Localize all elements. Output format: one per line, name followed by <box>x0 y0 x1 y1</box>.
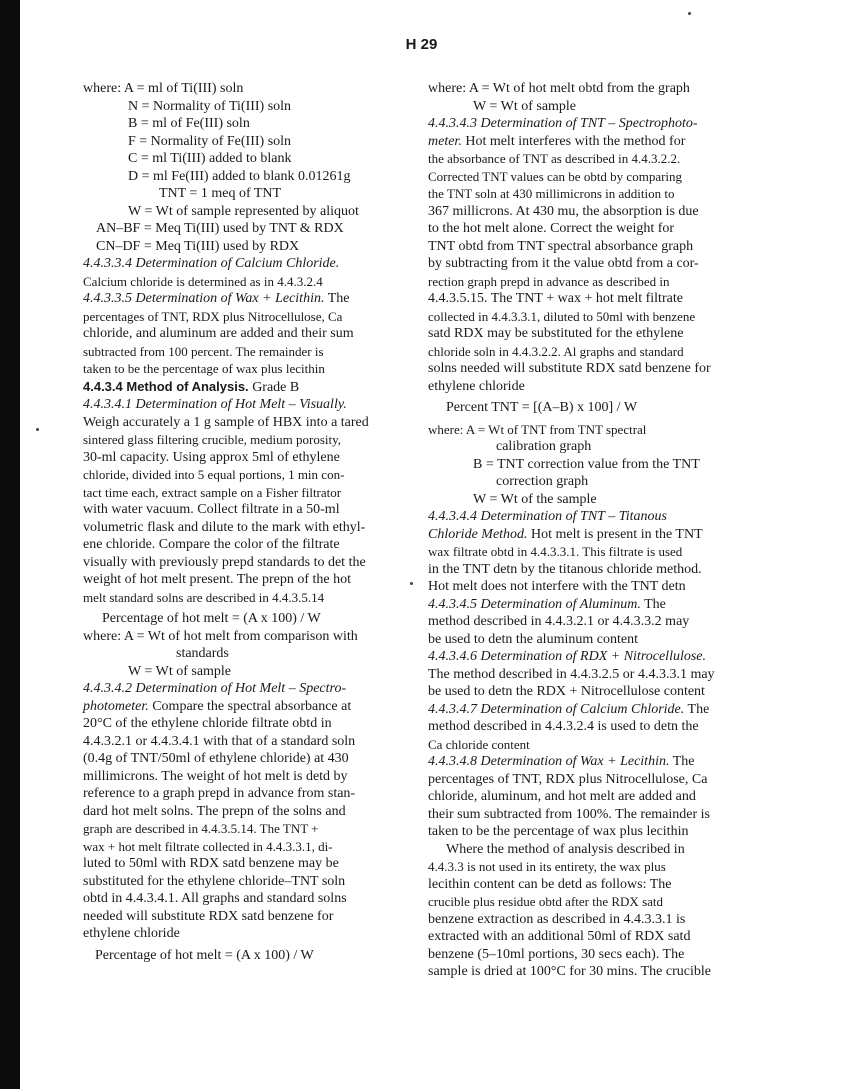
text-line: calibration graph <box>496 439 592 454</box>
text-line: photometer. Compare the spectral absorbance at <box>83 698 352 714</box>
text-line: chloride soln in 4.4.3.2.2. Al graphs and standard <box>428 343 684 359</box>
text-line: taken to be the percentage of wax plus lecithin <box>428 824 689 839</box>
text-line: melt standard solns are described in 4.4.3.5.14 <box>83 589 325 605</box>
text-line: their sum subtracted from 100%. The remainder is <box>428 806 710 822</box>
text-line: 20°C of the ethylene chloride filtrate obtd in <box>83 716 332 731</box>
text-line: AN–BF = Meq Ti(III) used by TNT & RDX <box>96 221 344 236</box>
text-line: in the TNT detn by the titanous chloride method. <box>428 561 702 577</box>
text-line: 4.4.3.5.15. The TNT + wax + hot melt filtrate <box>428 291 683 306</box>
section-heading: 4.4.3.4.5 Determination of Aluminum. <box>428 596 641 612</box>
text-line: Chloride Method. Hot melt is present in the TNT <box>428 526 703 542</box>
text-line: be used to detn the aluminum content <box>428 631 638 647</box>
right-column <box>428 80 748 981</box>
text-line: needed will substitute RDX satd benzene for <box>83 908 334 924</box>
text-line: wax + hot melt filtrate collected in 4.4.3.3.1, di- <box>83 838 333 854</box>
text-line: where: A = Wt of hot melt obtd from the graph <box>428 81 690 96</box>
text-line: the TNT soln at 430 millimicrons in addition to <box>428 186 675 201</box>
text-line: Ca chloride content <box>428 736 530 752</box>
text-line: Calcium chloride is determined as in 4.4.3.2.4 <box>83 273 323 289</box>
text-line: graph are described in 4.4.3.5.14. The TNT + <box>83 821 319 836</box>
section-heading: 4.4.3.4.4 Determination of TNT – Titanous <box>428 509 667 524</box>
text-line: W = Wt of sample <box>128 663 232 679</box>
section-heading: 4.4.3.3.5 Determination of Wax + Lecithin. <box>83 291 325 306</box>
text-line: with water vacuum. Collect filtrate in a 50-ml <box>83 502 340 517</box>
text-line: solns needed will substitute RDX satd benzene for <box>428 361 711 376</box>
text-line: C = ml Ti(III) added to blank <box>128 151 292 166</box>
text-line: TNT = 1 meq of TNT <box>159 186 282 201</box>
text-line: ene chloride. Compare the color of the filtrate <box>83 537 340 552</box>
text-line: weight of hot melt present. The prepn of the hot <box>83 572 352 587</box>
text-line: (0.4g of TNT/50ml of ethylene chloride) at 430 <box>83 751 349 766</box>
text-line: to the hot melt alone. Correct the weight for <box>428 221 675 236</box>
left-column <box>83 80 403 964</box>
text-line: ethylene chloride <box>428 378 525 394</box>
page-header: H 29 <box>405 36 438 53</box>
text-line: lecithin content can be detd as follows: The <box>428 876 672 892</box>
text-line: Hot melt does not interfere with the TNT detn <box>428 579 686 594</box>
text-line: Corrected TNT values can be obtd by comparing <box>428 168 683 184</box>
text-line: method described in 4.4.3.2.1 or 4.4.3.3.2 may <box>428 614 690 629</box>
scan-speck <box>688 12 691 15</box>
text-line: TNT obtd from TNT spectral absorbance graph <box>428 238 694 254</box>
scan-speck <box>410 582 413 585</box>
text-line: correction graph <box>496 474 589 489</box>
text-line: luted to 50ml with RDX satd benzene may be <box>83 856 339 871</box>
text-line: visually with previously prepd standards to det the <box>83 554 366 570</box>
text-line: where: A = ml of Ti(III) soln <box>83 81 244 96</box>
text-line: benzene extraction as described in 4.4.3.3.1 is <box>428 911 686 927</box>
text-line: 4.4.3.4.7 Determination of Calcium Chloride. The <box>428 701 710 717</box>
text-line: 4.4.3.4.8 Determination of Wax + Lecithin. The <box>428 754 695 769</box>
text-line: W = Wt of the sample <box>473 491 597 507</box>
text-line: 4.4.3.4 Method of Analysis. Grade B <box>83 378 300 395</box>
text-line: satd RDX may be substituted for the ethylene <box>428 326 684 341</box>
text-line: D = ml Fe(III) added to blank 0.01261g <box>128 168 351 184</box>
text-line: 367 millicrons. At 430 mu, the absorption is due <box>428 203 699 219</box>
text-line: CN–DF = Meq Ti(III) used by RDX <box>96 238 300 254</box>
section-heading: 4.4.3.4.8 Determination of Wax + Lecithin. <box>428 754 670 769</box>
formula-line: Percentage of hot melt = (A x 100) / W <box>95 947 314 963</box>
text-line: W = Wt of sample represented by aliquot <box>128 203 359 219</box>
text-line: by subtracting from it the value obtd from a cor- <box>428 256 699 271</box>
text-line: crucible plus residue obtd after the RDX satd <box>428 894 664 909</box>
text-line: substituted for the ethylene chloride–TNT soln <box>83 873 346 889</box>
text-line: dard hot melt solns. The prepn of the solns and <box>83 803 346 819</box>
formula-line: Percentage of hot melt = (A x 100) / W <box>102 611 321 626</box>
text-line: where: A = Wt of hot melt from comparison with <box>83 628 358 644</box>
text-line: sintered glass filtering crucible, medium porosity, <box>83 432 342 447</box>
text-line: where: A = Wt of TNT from TNT spectral <box>428 421 647 437</box>
text-line: meter. Hot melt interferes with the method for <box>428 133 686 149</box>
text-line: wax filtrate obtd in 4.4.3.3.1. This filtrate is used <box>428 544 683 559</box>
text-line: F = Normality of Fe(III) soln <box>128 133 292 149</box>
text-line: chloride, divided into 5 equal portions, 1 min con- <box>83 467 345 482</box>
text-line: collected in 4.4.3.3.1, diluted to 50ml with benzene <box>428 308 696 324</box>
text-line: ethylene chloride <box>83 926 180 941</box>
formula-line: Percent TNT = [(A–B) x 100] / W <box>446 400 638 415</box>
section-heading: 4.4.3.4.3 Determination of TNT – Spectrophoto- <box>428 116 698 131</box>
text-line: N = Normality of Ti(III) soln <box>128 98 292 114</box>
scan-speck <box>36 428 39 431</box>
section-heading: 4.4.3.4.7 Determination of Calcium Chloride. <box>428 701 685 717</box>
text-line: taken to be the percentage of wax plus lecithin <box>83 361 325 376</box>
text-line: rection graph prepd in advance as described in <box>428 273 670 289</box>
text-line: 30-ml capacity. Using approx 5ml of ethylene <box>83 449 340 465</box>
text-line: Weigh accurately a 1 g sample of HBX into a tared <box>83 414 369 430</box>
text-line: method described in 4.4.3.2.4 is used to detn the <box>428 719 699 734</box>
section-heading: 4.4.3.4 Method of Analysis. <box>83 378 249 394</box>
section-heading: 4.4.3.4.1 Determination of Hot Melt – Visually. <box>83 397 347 412</box>
text-line: extracted with an additional 50ml of RDX satd <box>428 929 691 944</box>
text-line: Where the method of analysis described in <box>446 841 685 857</box>
section-heading: 4.4.3.4.2 Determination of Hot Melt – Spectro- <box>83 681 347 696</box>
text-line: millimicrons. The weight of hot melt is detd by <box>83 768 348 784</box>
text-line: chloride, and aluminum are added and their sum <box>83 326 354 341</box>
section-heading: 4.4.3.4.6 Determination of RDX + Nitrocellulose. <box>428 649 707 664</box>
text-line: chloride, aluminum, and hot melt are added and <box>428 789 696 804</box>
text-line: obtd in 4.4.3.4.1. All graphs and standard solns <box>83 891 347 906</box>
text-line: B = TNT correction value from the TNT <box>473 456 700 472</box>
text-line: sample is dried at 100°C for 30 mins. The crucible <box>428 964 711 979</box>
text-line: reference to a graph prepd in advance from stan- <box>83 786 356 801</box>
text-line: 4.4.3.3.5 Determination of Wax + Lecithin. The <box>83 291 350 306</box>
text-line: subtracted from 100 percent. The remainder is <box>83 343 324 359</box>
text-line: B = ml of Fe(III) soln <box>128 116 250 131</box>
text-line: The method described in 4.4.3.2.5 or 4.4.3.3.1 may <box>428 666 715 682</box>
text-line: benzene (5–10ml portions, 30 secs each). The <box>428 946 685 962</box>
text-line: the absorbance of TNT as described in 4.4.3.2.2. <box>428 151 681 166</box>
text-line: 4.4.3.4.5 Determination of Aluminum. The <box>428 596 666 612</box>
text-line: percentages of TNT, RDX plus Nitrocellulose, Ca <box>83 308 343 324</box>
text-line: percentages of TNT, RDX plus Nitrocellulose, Ca <box>428 771 708 787</box>
text-line: volumetric flask and dilute to the mark with ethyl- <box>83 519 366 535</box>
text-line: tact time each, extract sample on a Fisher filtrator <box>83 484 342 500</box>
text-line: 4.4.3.3 is not used in its entirety, the wax plus <box>428 859 666 874</box>
text-line: W = Wt of sample <box>473 98 577 114</box>
text-line: standards <box>176 646 229 661</box>
scan-binding-edge <box>0 0 20 1089</box>
section-heading: 4.4.3.3.4 Determination of Calcium Chloride. <box>83 256 340 271</box>
text-line: be used to detn the RDX + Nitrocellulose content <box>428 684 705 699</box>
text-line: 4.4.3.2.1 or 4.4.3.4.1 with that of a standard soln <box>83 733 356 749</box>
